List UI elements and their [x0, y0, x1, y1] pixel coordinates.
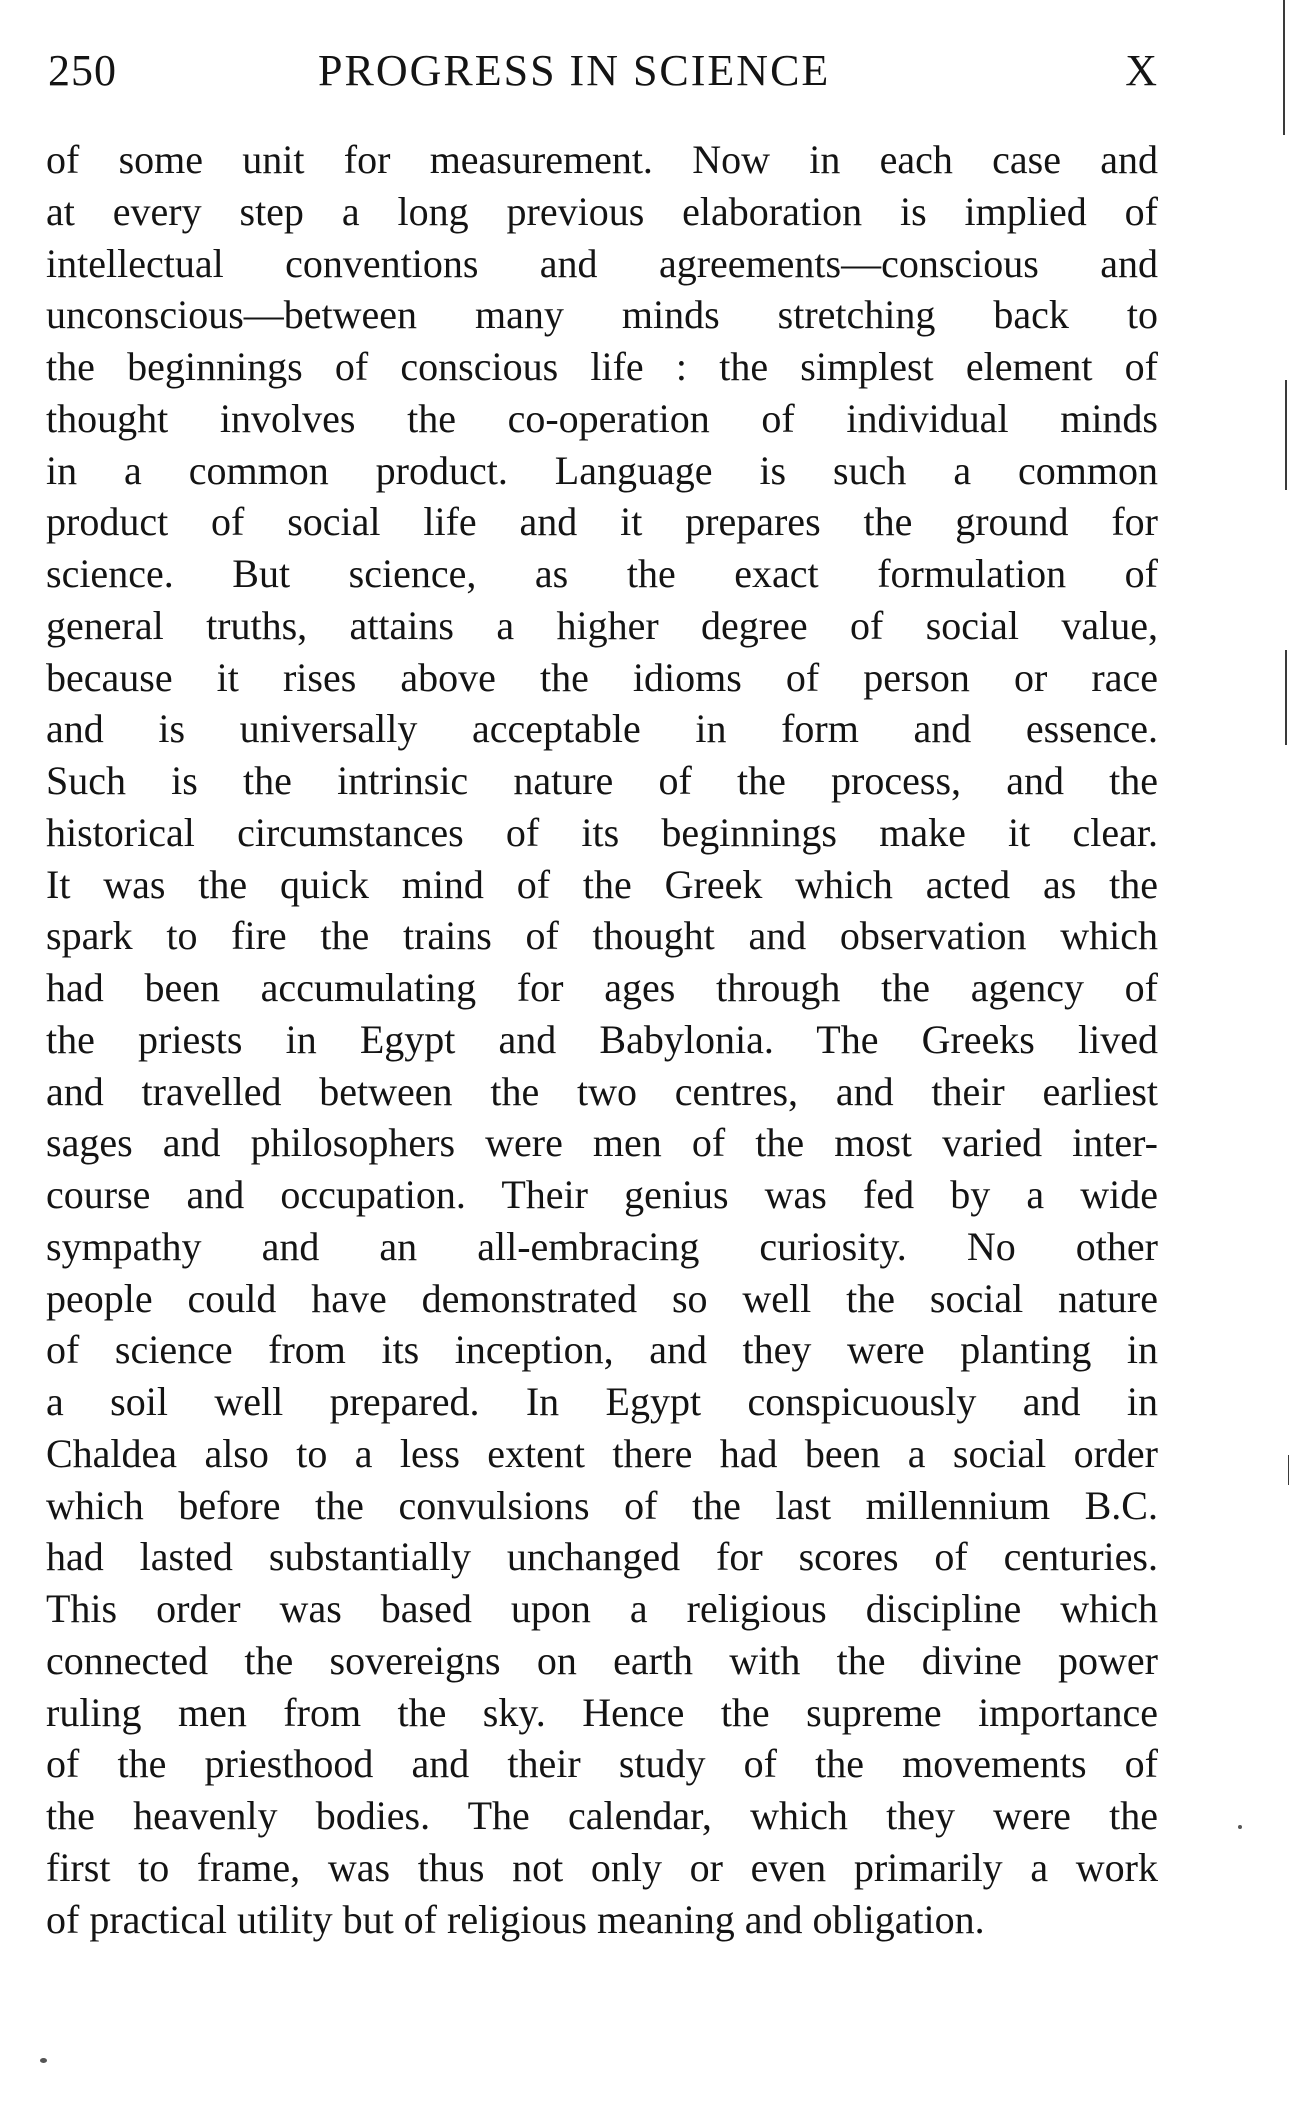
text-line: Chaldea also to a less extent there had been a social order	[46, 1430, 1158, 1476]
scan-speck	[1238, 1825, 1242, 1829]
text-line: historical circumstances of its beginnings make it clear.	[46, 809, 1158, 855]
scan-speck	[40, 2058, 47, 2063]
text-line: in a common product. Language is such a common	[46, 447, 1158, 493]
text-line: and travelled between the two centres, and their earliest	[46, 1068, 1158, 1114]
text-line: It was the quick mind of the Greek which acted as the	[46, 861, 1158, 907]
text-line: the heavenly bodies. The calendar, which they were the	[46, 1793, 1158, 1838]
text-line: spark to fire the trains of thought and observation which	[46, 913, 1158, 959]
text-line: connected the sovereigns on earth with the divine power	[46, 1637, 1158, 1683]
text-line: of science from its inception, and they were planting in	[46, 1327, 1158, 1373]
text-line: because it rises above the idioms of person or race	[46, 654, 1158, 700]
text-line: first to frame, was thus not only or even primarily a work	[46, 1844, 1158, 1890]
page-header	[48, 46, 1158, 96]
scan-edge-mark	[1285, 650, 1287, 745]
text-line: people could have demonstrated so well the social nature	[46, 1275, 1158, 1321]
text-line: had lasted substantially unchanged for scores of centuries.	[46, 1534, 1158, 1580]
text-line: had been accumulating for ages through the agency of	[46, 965, 1158, 1010]
text-line: which before the convulsions of the last millennium B.C.	[46, 1482, 1158, 1528]
text-line: at every step a long previous elaboration is implied of	[46, 188, 1158, 234]
text-line: general truths, attains a higher degree of social value,	[46, 602, 1158, 648]
text-line: This order was based upon a religious discipline which	[46, 1586, 1158, 1631]
text-line: product of social life and it prepares the ground for	[46, 499, 1158, 545]
text-line: intellectual conventions and agreements—conscious and	[46, 240, 1158, 286]
text-line: and is universally acceptable in form and essence.	[46, 706, 1158, 752]
text-line: science. But science, as the exact formulation of	[46, 551, 1158, 596]
running-title: PROGRESS IN SCIENCE	[318, 46, 831, 95]
body-paragraph	[46, 134, 1158, 1945]
text-line: thought involves the co-operation of individual minds	[46, 395, 1158, 441]
text-line: a soil well prepared. In Egypt conspicuously and in	[46, 1379, 1158, 1424]
text-line: sages and philosophers were men of the most varied inter-	[46, 1120, 1158, 1166]
text-line: of practical utility but of religious meaning and obligation.	[46, 1896, 985, 1942]
scan-edge-mark	[1283, 0, 1285, 135]
page-number: 250	[48, 46, 117, 95]
scan-edge-mark	[1285, 380, 1287, 490]
text-line: ruling men from the sky. Hence the supreme importance	[46, 1689, 1158, 1735]
text-line: Such is the intrinsic nature of the process, and the	[46, 758, 1158, 803]
text-line: the beginnings of conscious life : the simplest element of	[46, 344, 1158, 389]
chapter-numeral: X	[1125, 46, 1158, 95]
text-line: of some unit for measurement. Now in each case and	[46, 137, 1158, 182]
text-line: sympathy and an all-embracing curiosity. No other	[46, 1223, 1158, 1269]
text-line: unconscious—between many minds stretching back to	[46, 292, 1158, 338]
scan-edge-mark	[1288, 1455, 1289, 1485]
text-line: the priests in Egypt and Babylonia. The Greeks lived	[46, 1016, 1158, 1062]
text-line: course and occupation. Their genius was fed by a wide	[46, 1172, 1158, 1217]
text-line: of the priesthood and their study of the movements of	[46, 1741, 1158, 1787]
